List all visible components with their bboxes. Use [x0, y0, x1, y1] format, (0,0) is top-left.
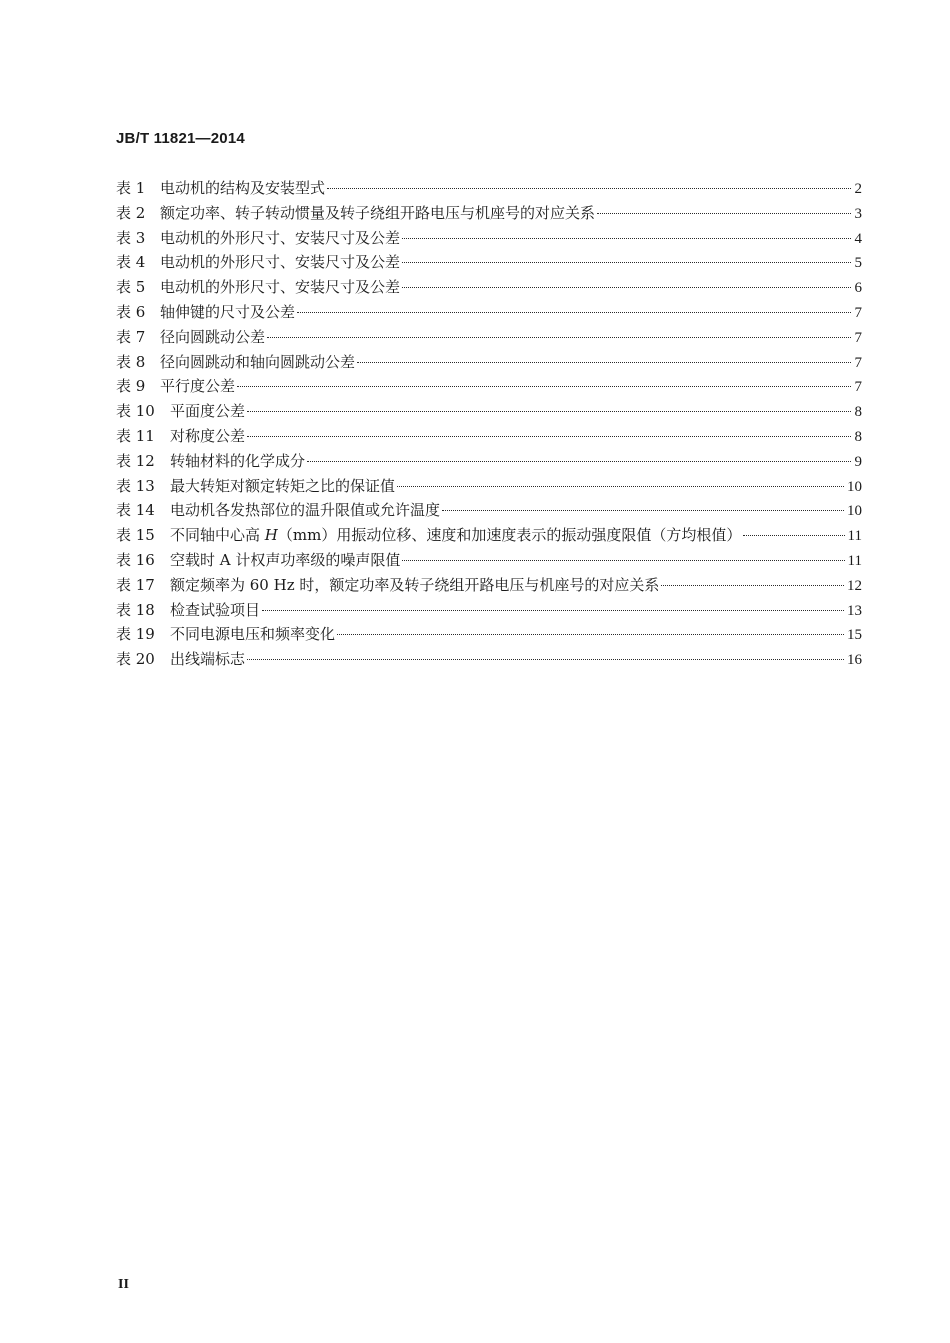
- dot-leader: [402, 238, 851, 239]
- dot-leader: [397, 486, 844, 487]
- table-number: 表 12: [116, 451, 155, 470]
- page-reference: 6: [854, 280, 862, 297]
- table-number: 表 9: [116, 377, 146, 396]
- toc-entry[interactable]: [116, 201, 862, 226]
- table-number: 表 20: [116, 650, 155, 669]
- toc-entry[interactable]: [116, 598, 862, 623]
- page-reference: 3: [854, 205, 862, 222]
- page-reference: 10: [847, 503, 862, 520]
- page-reference: 2: [854, 181, 862, 197]
- toc-entry[interactable]: [116, 374, 862, 399]
- table-title: 对称度公差: [170, 426, 246, 445]
- table-number: 表 3: [116, 228, 146, 247]
- dot-leader: [337, 634, 844, 635]
- page-number: II: [118, 1277, 129, 1292]
- dot-leader: [267, 337, 851, 338]
- table-title: 轴伸键的尺寸及公差: [160, 302, 296, 321]
- table-number: 表 7: [116, 327, 146, 346]
- table-title: 径向圆跳动公差: [160, 327, 266, 346]
- page-reference: 11: [847, 528, 862, 545]
- page-reference: 15: [847, 627, 862, 644]
- page-reference: 13: [847, 602, 862, 619]
- toc-entry[interactable]: [116, 275, 862, 300]
- table-number: 表 10: [116, 402, 155, 421]
- toc-entry[interactable]: [116, 647, 862, 672]
- page-reference: 4: [854, 230, 862, 247]
- toc-entry[interactable]: [116, 176, 862, 201]
- table-number: 表 6: [116, 302, 146, 321]
- table-title: 转轴材料的化学成分: [170, 451, 306, 470]
- page-reference: 8: [854, 404, 862, 421]
- toc-entry[interactable]: [116, 300, 862, 325]
- page-reference: 9: [854, 453, 862, 470]
- table-title: 平面度公差: [170, 402, 246, 421]
- table-number: 表 11: [116, 426, 155, 445]
- toc-entry[interactable]: [116, 325, 862, 350]
- toc-entry[interactable]: [116, 424, 862, 449]
- dot-leader: [247, 411, 851, 412]
- table-title: 不同电源电压和频率变化: [170, 625, 336, 644]
- toc-entry[interactable]: [116, 622, 862, 647]
- toc-entry[interactable]: [116, 498, 862, 523]
- table-title: 电动机的结构及安装型式: [160, 179, 326, 197]
- table-title: 出线端标志: [170, 650, 246, 669]
- page-reference: 11: [847, 552, 862, 569]
- table-title: 电动机的外形尺寸、安装尺寸及公差: [160, 278, 401, 297]
- dot-leader: [237, 386, 851, 387]
- table-number: 表 14: [116, 501, 155, 520]
- table-title: 最大转矩对额定转矩之比的保证值: [170, 476, 396, 495]
- standard-code: JB/T 11821—2014: [116, 130, 245, 147]
- table-number: 表 13: [116, 476, 155, 495]
- toc-entry[interactable]: [116, 226, 862, 251]
- table-title: 额定功率、转子转动惯量及转子绕组开路电压与机座号的对应关系: [160, 203, 596, 222]
- table-title-part: 不同轴中心高: [170, 526, 265, 545]
- page-reference: 16: [847, 652, 862, 669]
- table-title: 检查试验项目: [170, 600, 261, 619]
- page-reference: 10: [847, 478, 862, 495]
- dot-leader: [402, 287, 851, 288]
- toc-entry[interactable]: [116, 449, 862, 474]
- dot-leader: [597, 213, 851, 214]
- table-title: 电动机的外形尺寸、安装尺寸及公差: [160, 253, 401, 272]
- table-number: 表 18: [116, 600, 155, 619]
- toc-entry[interactable]: [116, 350, 862, 375]
- table-title: [170, 523, 741, 548]
- table-list: [116, 176, 862, 672]
- table-number: 表 4: [116, 253, 146, 272]
- dot-leader: [247, 659, 844, 660]
- dot-leader: [297, 312, 851, 313]
- page-reference: 7: [854, 329, 862, 346]
- dot-leader: [357, 362, 851, 363]
- page-reference: 5: [854, 255, 862, 272]
- table-title: 电动机各发热部位的温升限值或允许温度: [170, 501, 441, 520]
- table-number: 表 1: [116, 179, 146, 197]
- page-reference: 7: [854, 304, 862, 321]
- table-title: 额定频率为 60 Hz 时，额定功率及转子绕组开路电压与机座号的对应关系: [170, 575, 660, 594]
- toc-entry[interactable]: [116, 548, 862, 573]
- toc-entry[interactable]: [116, 250, 862, 275]
- dot-leader: [661, 585, 844, 586]
- table-title: 电动机的外形尺寸、安装尺寸及公差: [160, 228, 401, 247]
- toc-entry[interactable]: [116, 474, 862, 499]
- height-symbol: H: [264, 526, 278, 545]
- dot-leader: [327, 188, 851, 189]
- table-title-part: （mm）用振动位移、速度和加速度表示的振动强度限值（方均根值）: [277, 526, 742, 545]
- dot-leader: [402, 560, 844, 561]
- table-title: 径向圆跳动和轴向圆跳动公差: [160, 352, 356, 371]
- dot-leader: [262, 610, 844, 611]
- dot-leader: [442, 510, 844, 511]
- toc-entry[interactable]: [116, 399, 862, 424]
- table-number: 表 5: [116, 278, 146, 297]
- dot-leader: [743, 535, 844, 536]
- page-reference: 7: [854, 354, 862, 371]
- dot-leader: [402, 262, 851, 263]
- table-number: 表 16: [116, 550, 155, 569]
- table-title: 平行度公差: [160, 377, 236, 396]
- toc-entry[interactable]: [116, 523, 862, 548]
- table-number: 表 8: [116, 352, 146, 371]
- table-number: 表 19: [116, 625, 155, 644]
- page-reference: 12: [847, 577, 862, 594]
- toc-entry[interactable]: [116, 573, 862, 598]
- table-title: 空载时 A 计权声功率级的噪声限值: [170, 550, 401, 569]
- table-number: 表 2: [116, 203, 146, 222]
- page-reference: 7: [854, 379, 862, 396]
- table-number: 表 17: [116, 575, 155, 594]
- page-reference: 8: [854, 428, 862, 445]
- table-number: 表 15: [116, 526, 155, 545]
- dot-leader: [247, 436, 851, 437]
- dot-leader: [307, 461, 851, 462]
